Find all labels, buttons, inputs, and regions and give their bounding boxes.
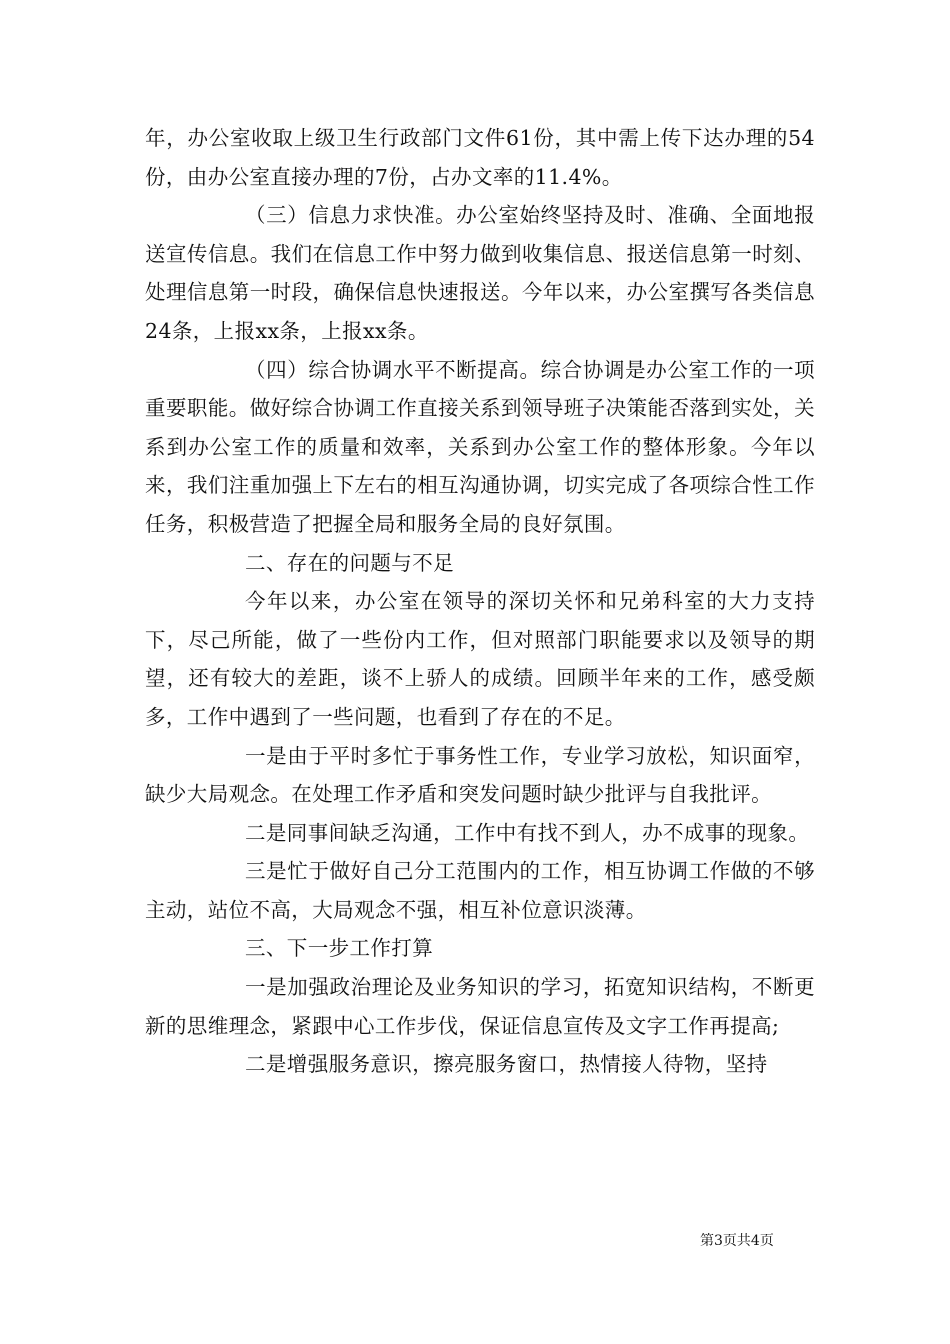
paragraph-continuation: 年，办公室收取上级卫生行政部门文件61份，其中需上传下达办理的54份，由办公室直接办理的7份，占办文率的11.4%。 (145, 126, 815, 189)
section-heading-problems: 二、存在的问题与不足 (245, 550, 454, 575)
paragraph-problem-2: 二是同事间缺乏沟通，工作中有找不到人，办不成事的现象。 (245, 820, 810, 845)
page-footer: 第3页共4页 (700, 1233, 774, 1249)
paragraph-plan-2: 二是增强服务意识，擦亮服务窗口，热情接人待物，坚持 (245, 1052, 768, 1077)
paragraph-problem-3: 三是忙于做好自己分工范围内的工作，相互协调工作做的不够主动，站位不高，大局观念不强，相互补位意识淡薄。 (145, 859, 815, 922)
paragraph-coordination-section: （四）综合协调水平不断提高。综合协调是办公室工作的一项重要职能。做好综合协调工作直接关系到领导班子决策能否落到实处，关系到办公室工作的质量和效率，关系到办公室工作的整体形象。今年以来，我们注重加强上下左右的相互沟通协调，切实完成了各项综合性工作任务，积极营造了把握全局和服务全局的良好氛围。 (145, 357, 815, 536)
section-heading-next-steps: 三、下一步工作打算 (245, 936, 434, 961)
paragraph-problem-1: 一是由于平时多忙于事务性工作，专业学习放松，知识面窄，缺少大局观念。在处理工作矛盾和突发问题时缺少批评与自我批评。 (145, 743, 815, 807)
paragraph-plan-1: 一是加强政治理论及业务知识的学习，拓宽知识结构，不断更新的思维理念，紧跟中心工作步伐，保证信息宣传及文字工作再提高; (145, 975, 815, 1038)
paragraph-problems-intro: 今年以来，办公室在领导的深切关怀和兄弟科室的大力支持下，尽己所能，做了一些份内工作，但对照部门职能要求以及领导的期望，还有较大的差距，谈不上骄人的成绩。回顾半年来的工作，感受颇多，工作中遇到了一些问题，也看到了存在的不足。 (145, 589, 815, 729)
document-body (145, 119, 815, 1084)
paragraph-info-section: （三）信息力求快准。办公室始终坚持及时、准确、全面地报送宣传信息。我们在信息工作中努力做到收集信息、报送信息第一时刻、处理信息第一时段，确保信息快速报送。今年以来，办公室撰写各类信息24条，上报xx条，上报xx条。 (145, 203, 815, 343)
